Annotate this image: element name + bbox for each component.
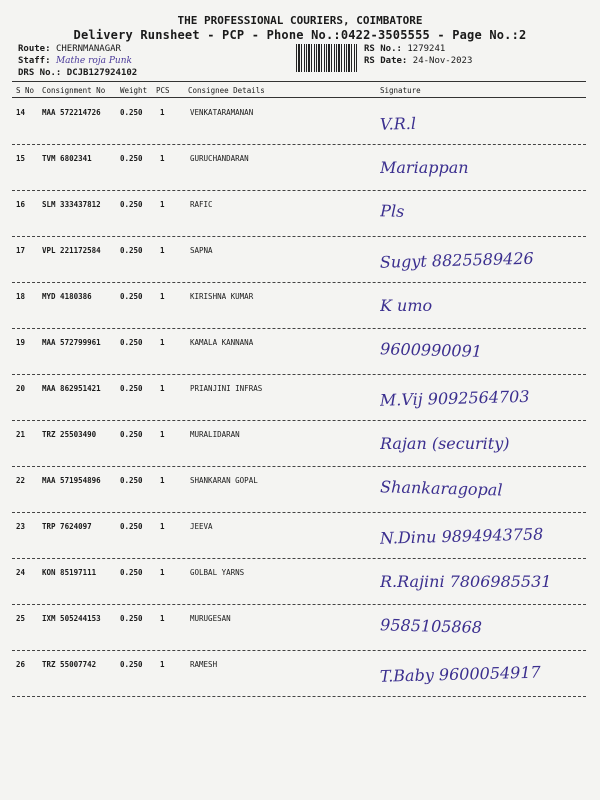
row-separator: [12, 558, 586, 559]
row-signature: T.Baby 9600054917: [379, 662, 541, 686]
row-consignee: JEEVA: [190, 522, 213, 531]
row-pcs: 1: [160, 246, 165, 255]
row-pcs: 1: [160, 568, 165, 577]
table-row: [0, 146, 600, 192]
row-sno: 15: [16, 154, 26, 163]
staff-line: [18, 56, 132, 66]
row-separator: [12, 604, 586, 605]
rs-no-value: 1279241: [407, 44, 446, 54]
row-separator: [12, 650, 586, 651]
row-consignment-no: SLM 333437812: [42, 200, 101, 209]
row-separator: [12, 190, 586, 191]
row-separator: [12, 144, 586, 145]
row-consignment-no: TVM 6802341: [42, 154, 92, 163]
row-consignee: SHANKARAN GOPAL: [190, 476, 258, 485]
row-pcs: 1: [160, 338, 165, 347]
table-row: [0, 514, 600, 560]
row-pcs: 1: [160, 292, 165, 301]
row-consignee: RAFIC: [190, 200, 213, 209]
row-separator: [12, 466, 586, 467]
row-sno: 17: [16, 246, 26, 255]
table-row: [0, 376, 600, 422]
route-label: Route:: [18, 44, 51, 54]
row-signature: K umo: [380, 296, 433, 315]
col-pcs-header: PCS: [156, 86, 170, 95]
table-row: [0, 284, 600, 330]
row-weight: 0.250: [120, 200, 143, 209]
table-row: [0, 422, 600, 468]
row-signature: Pls: [379, 201, 405, 221]
row-consignment-no: IXM 505244153: [42, 614, 101, 623]
header-bottom-rule: [12, 97, 586, 98]
col-sno-header: S No: [16, 86, 35, 95]
row-sno: 25: [16, 614, 26, 623]
row-consignment-no: MAA 572214726: [42, 108, 101, 117]
row-consignment-no: MAA 572799961: [42, 338, 101, 347]
row-weight: 0.250: [120, 660, 143, 669]
table-row: [0, 192, 600, 238]
row-consignment-no: MAA 571954896: [42, 476, 101, 485]
row-sno: 14: [16, 108, 26, 117]
row-weight: 0.250: [120, 430, 143, 439]
row-consignment-no: TRZ 55007742: [42, 660, 97, 669]
col-signature-header: Signature: [380, 86, 421, 95]
row-sno: 23: [16, 522, 26, 531]
col-consignment-header: Consignment No: [42, 86, 106, 95]
row-consignee: RAMESH: [190, 660, 218, 669]
row-consignment-no: KON 85197111: [42, 568, 97, 577]
row-pcs: 1: [160, 476, 165, 485]
row-separator: [12, 328, 586, 329]
header-top-rule: [12, 81, 586, 82]
row-sno: 26: [16, 660, 26, 669]
rs-date-line: [364, 56, 472, 66]
table-row: [0, 606, 600, 652]
row-sno: 22: [16, 476, 26, 485]
row-sno: 21: [16, 430, 26, 439]
row-sno: 16: [16, 200, 26, 209]
row-sno: 18: [16, 292, 26, 301]
row-pcs: 1: [160, 200, 165, 209]
row-consignee: MURUGESAN: [190, 614, 231, 623]
row-separator: [12, 420, 586, 421]
row-signature: Sugyt 8825589426: [379, 248, 534, 272]
row-consignee: GOLBAL YARNS: [190, 568, 245, 577]
row-weight: 0.250: [120, 522, 143, 531]
row-sno: 20: [16, 384, 26, 393]
row-weight: 0.250: [120, 614, 143, 623]
row-sno: 19: [16, 338, 26, 347]
drs-label: DRS No.:: [18, 68, 62, 78]
rs-date-value: 24-Nov-2023: [412, 56, 473, 66]
row-consignment-no: TRZ 25503490: [42, 430, 97, 439]
row-separator: [12, 512, 586, 513]
rs-no-label: RS No.:: [364, 44, 402, 54]
row-signature: 9600990091: [379, 339, 483, 361]
row-consignee: GURUCHANDARAN: [190, 154, 249, 163]
row-weight: 0.250: [120, 476, 143, 485]
row-consignee: PRIANJINI INFRAS: [190, 384, 263, 393]
row-separator: [12, 696, 586, 697]
row-pcs: 1: [160, 154, 165, 163]
row-weight: 0.250: [120, 108, 143, 117]
drs-value: DCJB127924102: [66, 68, 138, 78]
row-weight: 0.250: [120, 338, 143, 347]
table-row: [0, 238, 600, 284]
route-line: [18, 44, 121, 54]
route-value: CHERNMANAGAR: [55, 44, 121, 54]
row-pcs: 1: [160, 522, 165, 531]
row-consignee: MURALIDARAN: [190, 430, 240, 439]
row-consignee: SAPNA: [190, 246, 213, 255]
row-signature: Shankaragopal: [379, 477, 503, 500]
runsheet-subtitle: Delivery Runsheet - PCP - Phone No.:0422-3505555 - Page No.:2: [73, 28, 527, 42]
row-consignment-no: MYD 4180386: [42, 292, 92, 301]
row-consignment-no: MAA 862951421: [42, 384, 101, 393]
row-signature: R.Rajini 7806985531: [380, 572, 552, 591]
row-pcs: 1: [160, 108, 165, 117]
rs-no-line: [364, 44, 445, 54]
table-row: [0, 100, 600, 146]
row-pcs: 1: [160, 660, 165, 669]
col-weight-header: Weight: [120, 86, 148, 95]
table-row: [0, 330, 600, 376]
row-separator: [12, 374, 586, 375]
table-row: [0, 560, 600, 606]
row-pcs: 1: [160, 614, 165, 623]
row-weight: 0.250: [120, 568, 143, 577]
row-pcs: 1: [160, 430, 165, 439]
row-separator: [12, 236, 586, 237]
row-separator: [12, 282, 586, 283]
row-weight: 0.250: [120, 154, 143, 163]
row-sno: 24: [16, 568, 26, 577]
barcode-image: [296, 44, 358, 72]
col-consignee-header: Consignee Details: [188, 86, 265, 95]
row-signature: N.Dinu 9894943758: [379, 524, 544, 548]
row-consignee: KAMALA KANNANA: [190, 338, 254, 347]
row-consignee: KIRISHNA KUMAR: [190, 292, 254, 301]
row-weight: 0.250: [120, 292, 143, 301]
row-weight: 0.250: [120, 246, 143, 255]
row-consignment-no: TRP 7624097: [42, 522, 92, 531]
table-row: [0, 468, 600, 514]
row-signature: Rajan (security): [380, 434, 510, 453]
row-pcs: 1: [160, 384, 165, 393]
row-consignee: VENKATARAMANAN: [190, 108, 254, 117]
company-title: THE PROFESSIONAL COURIERS, COIMBATORE: [177, 14, 423, 27]
drs-line: [18, 68, 137, 78]
row-weight: 0.250: [120, 384, 143, 393]
staff-value: Mathe roja Punk: [55, 56, 132, 66]
row-signature: M.Vij 9092564703: [379, 386, 530, 410]
row-signature: Mariappan: [380, 158, 469, 177]
row-consignment-no: VPL 221172584: [42, 246, 101, 255]
staff-label: Staff:: [18, 56, 51, 66]
row-signature: V.R.l: [379, 113, 417, 134]
rs-date-label: RS Date:: [364, 56, 408, 66]
table-row: [0, 652, 600, 698]
row-signature: 9585105868: [379, 615, 483, 637]
